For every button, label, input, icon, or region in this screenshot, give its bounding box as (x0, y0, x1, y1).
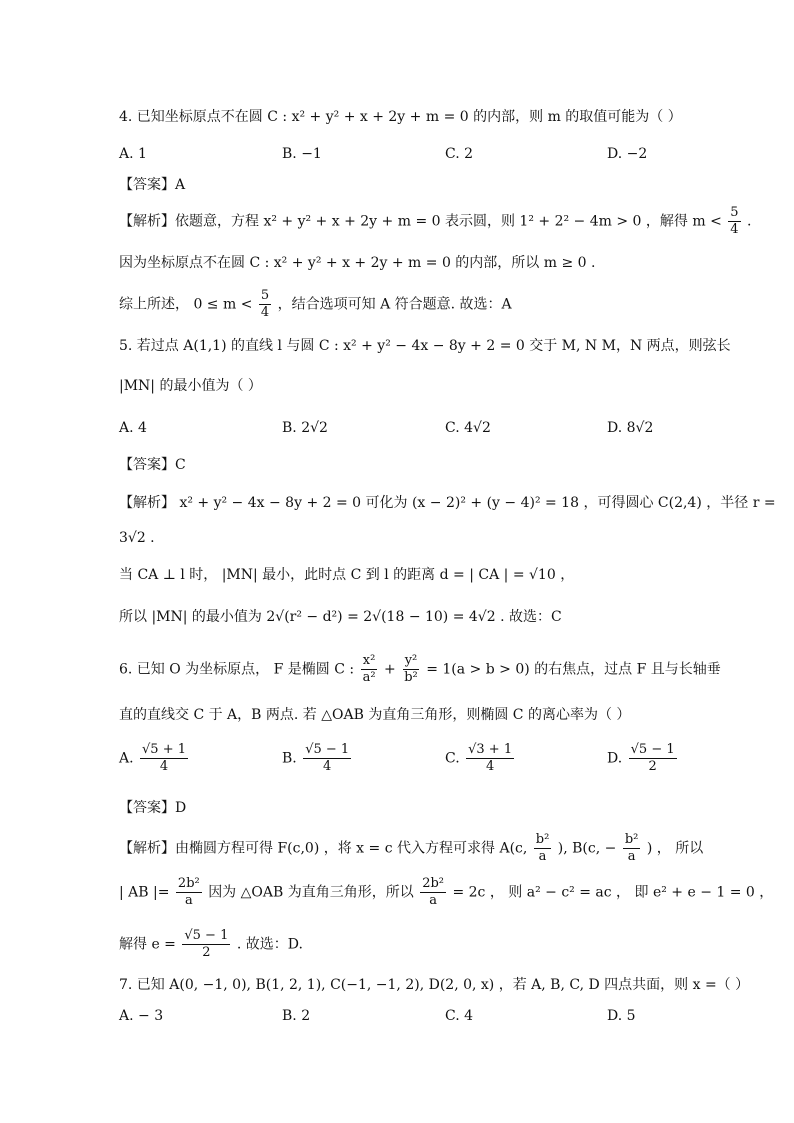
q4-options (119, 146, 679, 186)
q4-analysis-3-text: 综上所述， 0 ≤ m < (119, 296, 253, 313)
option-fraction (303, 742, 351, 775)
q7-option-b: B. 2 (282, 1008, 311, 1024)
q5-stem-2: |MN| 的最小值为（ ） (119, 378, 262, 394)
fraction-denominator: 4 (485, 759, 495, 774)
q6-option-a (119, 742, 190, 775)
q4-analysis-1 (119, 205, 751, 238)
q6-analysis-fraction (176, 876, 202, 909)
q6-option-b (282, 742, 353, 775)
q6-analysis-fraction (534, 832, 552, 865)
q5-option-a: A. 4 (119, 420, 147, 436)
q7-option-c: C. 4 (445, 1008, 474, 1024)
fraction-numerator: b² (624, 832, 639, 847)
q7-option-a: A. − 3 (119, 1008, 164, 1024)
q5-options (119, 420, 679, 460)
q7-option-d: D. 5 (607, 1008, 636, 1024)
q6-stem-2: 直的直线交 C 于 A，B 两点. 若 △OAB 为直角三角形，则椭圆 C 的离心率为（ ） (119, 707, 631, 723)
fraction-numerator: 5 (260, 288, 270, 303)
q6-options (119, 742, 679, 782)
q4-option-a: A. 1 (119, 146, 147, 162)
option-label: C. (445, 750, 460, 767)
q6-analysis-fraction (420, 876, 446, 909)
q4-analysis-3-fraction (259, 288, 271, 321)
q4-analysis-1-tail: . (747, 213, 752, 230)
q6-option-c (445, 742, 516, 775)
fraction-numerator: √5 − 1 (184, 928, 229, 943)
q4-option-c: C. 2 (445, 146, 474, 162)
q6-analysis-1-tail: ) ， 所以 (646, 840, 704, 857)
q6-analysis-2-mid: 因为 △OAB 为直角三角形，所以 (208, 884, 414, 901)
fraction-denominator: a (627, 849, 636, 864)
q6-stem-1-tail: = 1(a > b > 0) 的右焦点，过点 F 且与长轴垂 (426, 661, 721, 678)
q5-analysis-3: 当 CA ⊥ l 时， |MN| 最小，此时点 C 到 l 的距离 d = | CA | = √10 ， (119, 567, 575, 583)
fraction-denominator: 4 (730, 222, 739, 237)
fraction-numerator: x² (362, 653, 376, 668)
q6-analysis-1 (119, 832, 703, 865)
q5-option-c: C. 4√2 (445, 420, 491, 436)
q6-analysis-2 (119, 876, 773, 909)
q6-analysis-2-tail: = 2c ， 则 a² − c² = ac ， 即 e² + e − 1 = 0 ， (452, 884, 774, 901)
q6-stem-fraction-y (402, 653, 420, 686)
q5-option-b: B. 2√2 (282, 420, 328, 436)
fraction-numerator: 2b² (177, 876, 200, 891)
q6-analysis-1-mid: ), B(c, − (557, 840, 617, 857)
q6-analysis-fraction (623, 832, 641, 865)
q5-stem-1: 5. 若过点 A(1,1) 的直线 l 与圆 C : x² + y² − 4x − 8y + 2 = 0 交于 M, N M，N 两点，则弦长 (119, 338, 731, 354)
fraction-numerator: 5 (730, 205, 739, 220)
q4-analysis-1-text: 【解析】依题意，方程 x² + y² + x + 2y + m = 0 表示圆，则 1² + 2² − 4m > 0 ，解得 m < (119, 213, 722, 230)
option-label: B. (282, 750, 297, 767)
q4-stem: 4. 已知坐标原点不在圆 C : x² + y² + x + 2y + m = 0 的内部，则 m 的取值可能为（ ） (119, 109, 682, 125)
fraction-numerator: y² (404, 653, 418, 668)
q6-analysis-fraction (182, 928, 230, 961)
q4-answer: 【答案】A (119, 177, 186, 193)
q6-stem-1 (119, 653, 721, 686)
q6-analysis-2-text: | AB |= (119, 884, 170, 901)
option-fraction (466, 742, 514, 775)
q4-analysis-3-tail: ，结合选项可知 A 符合题意. 故选：A (277, 296, 512, 313)
fraction-denominator: 2 (648, 759, 657, 774)
fraction-denominator: a² (362, 670, 376, 685)
fraction-denominator: b² (404, 670, 418, 685)
q5-analysis-4: 所以 |MN| 的最小值为 2√(r² − d²) = 2√(18 − 10) = 4√2 . 故选：C (119, 609, 562, 625)
fraction-denominator: 4 (260, 305, 270, 320)
q6-option-d (607, 742, 679, 775)
fraction-denominator: 4 (159, 759, 169, 774)
fraction-denominator: a (538, 849, 547, 864)
fraction-denominator: 2 (202, 945, 211, 960)
q6-stem-plus: + (384, 661, 396, 678)
fraction-denominator: a (184, 893, 193, 908)
fraction-denominator: a (429, 893, 437, 908)
q6-analysis-3-text: 解得 e = (119, 936, 176, 953)
q6-analysis-3 (119, 928, 303, 961)
q6-answer: 【答案】D (119, 800, 187, 816)
fraction-numerator: √5 − 1 (305, 742, 350, 757)
q6-stem-fraction-x (361, 653, 378, 686)
q5-analysis-1: 【解析】 x² + y² − 4x − 8y + 2 = 0 可化为 (x − 2)² + (y − 4)² = 18 ，可得圆心 C(2,4) ，半径 r = (119, 495, 776, 511)
fraction-numerator: √5 − 1 (630, 742, 675, 757)
fraction-numerator: b² (535, 832, 550, 847)
q4-analysis-3 (119, 288, 512, 321)
option-label: A. (119, 750, 134, 767)
fraction-numerator: √5 + 1 (142, 742, 186, 757)
q7-stem: 7. 已知 A(0, −1, 0), B(1, 2, 1), C(−1, −1, 2), D(2, 0, x) ，若 A, B, C, D 四点共面，则 x =（ ） (119, 977, 750, 993)
q5-analysis-2: 3√2 . (119, 530, 155, 546)
q4-analysis-2: 因为坐标原点不在圆 C : x² + y² + x + 2y + m = 0 的内部，所以 m ≥ 0 . (119, 255, 596, 271)
fraction-denominator: 4 (323, 759, 332, 774)
fraction-numerator: 2b² (422, 876, 444, 891)
q6-analysis-3-tail: . 故选：D. (236, 936, 303, 953)
q6-stem-1-text: 6. 已知 O 为坐标原点， F 是椭圆 C : (119, 661, 355, 678)
q7-options (119, 1008, 679, 1048)
q4-option-d: D. −2 (607, 146, 648, 162)
q6-analysis-1-text: 【解析】由椭圆方程可得 F(c,0) ，将 x = c 代入方程可求得 A(c, (119, 840, 528, 857)
option-label: D. (607, 750, 623, 767)
option-fraction (629, 742, 677, 775)
option-fraction (140, 742, 188, 775)
q5-option-d: D. 8√2 (607, 420, 654, 436)
q4-option-b: B. −1 (282, 146, 322, 162)
q5-answer: 【答案】C (119, 457, 186, 473)
fraction-numerator: √3 + 1 (468, 742, 513, 757)
q4-analysis-1-fraction (728, 205, 740, 238)
